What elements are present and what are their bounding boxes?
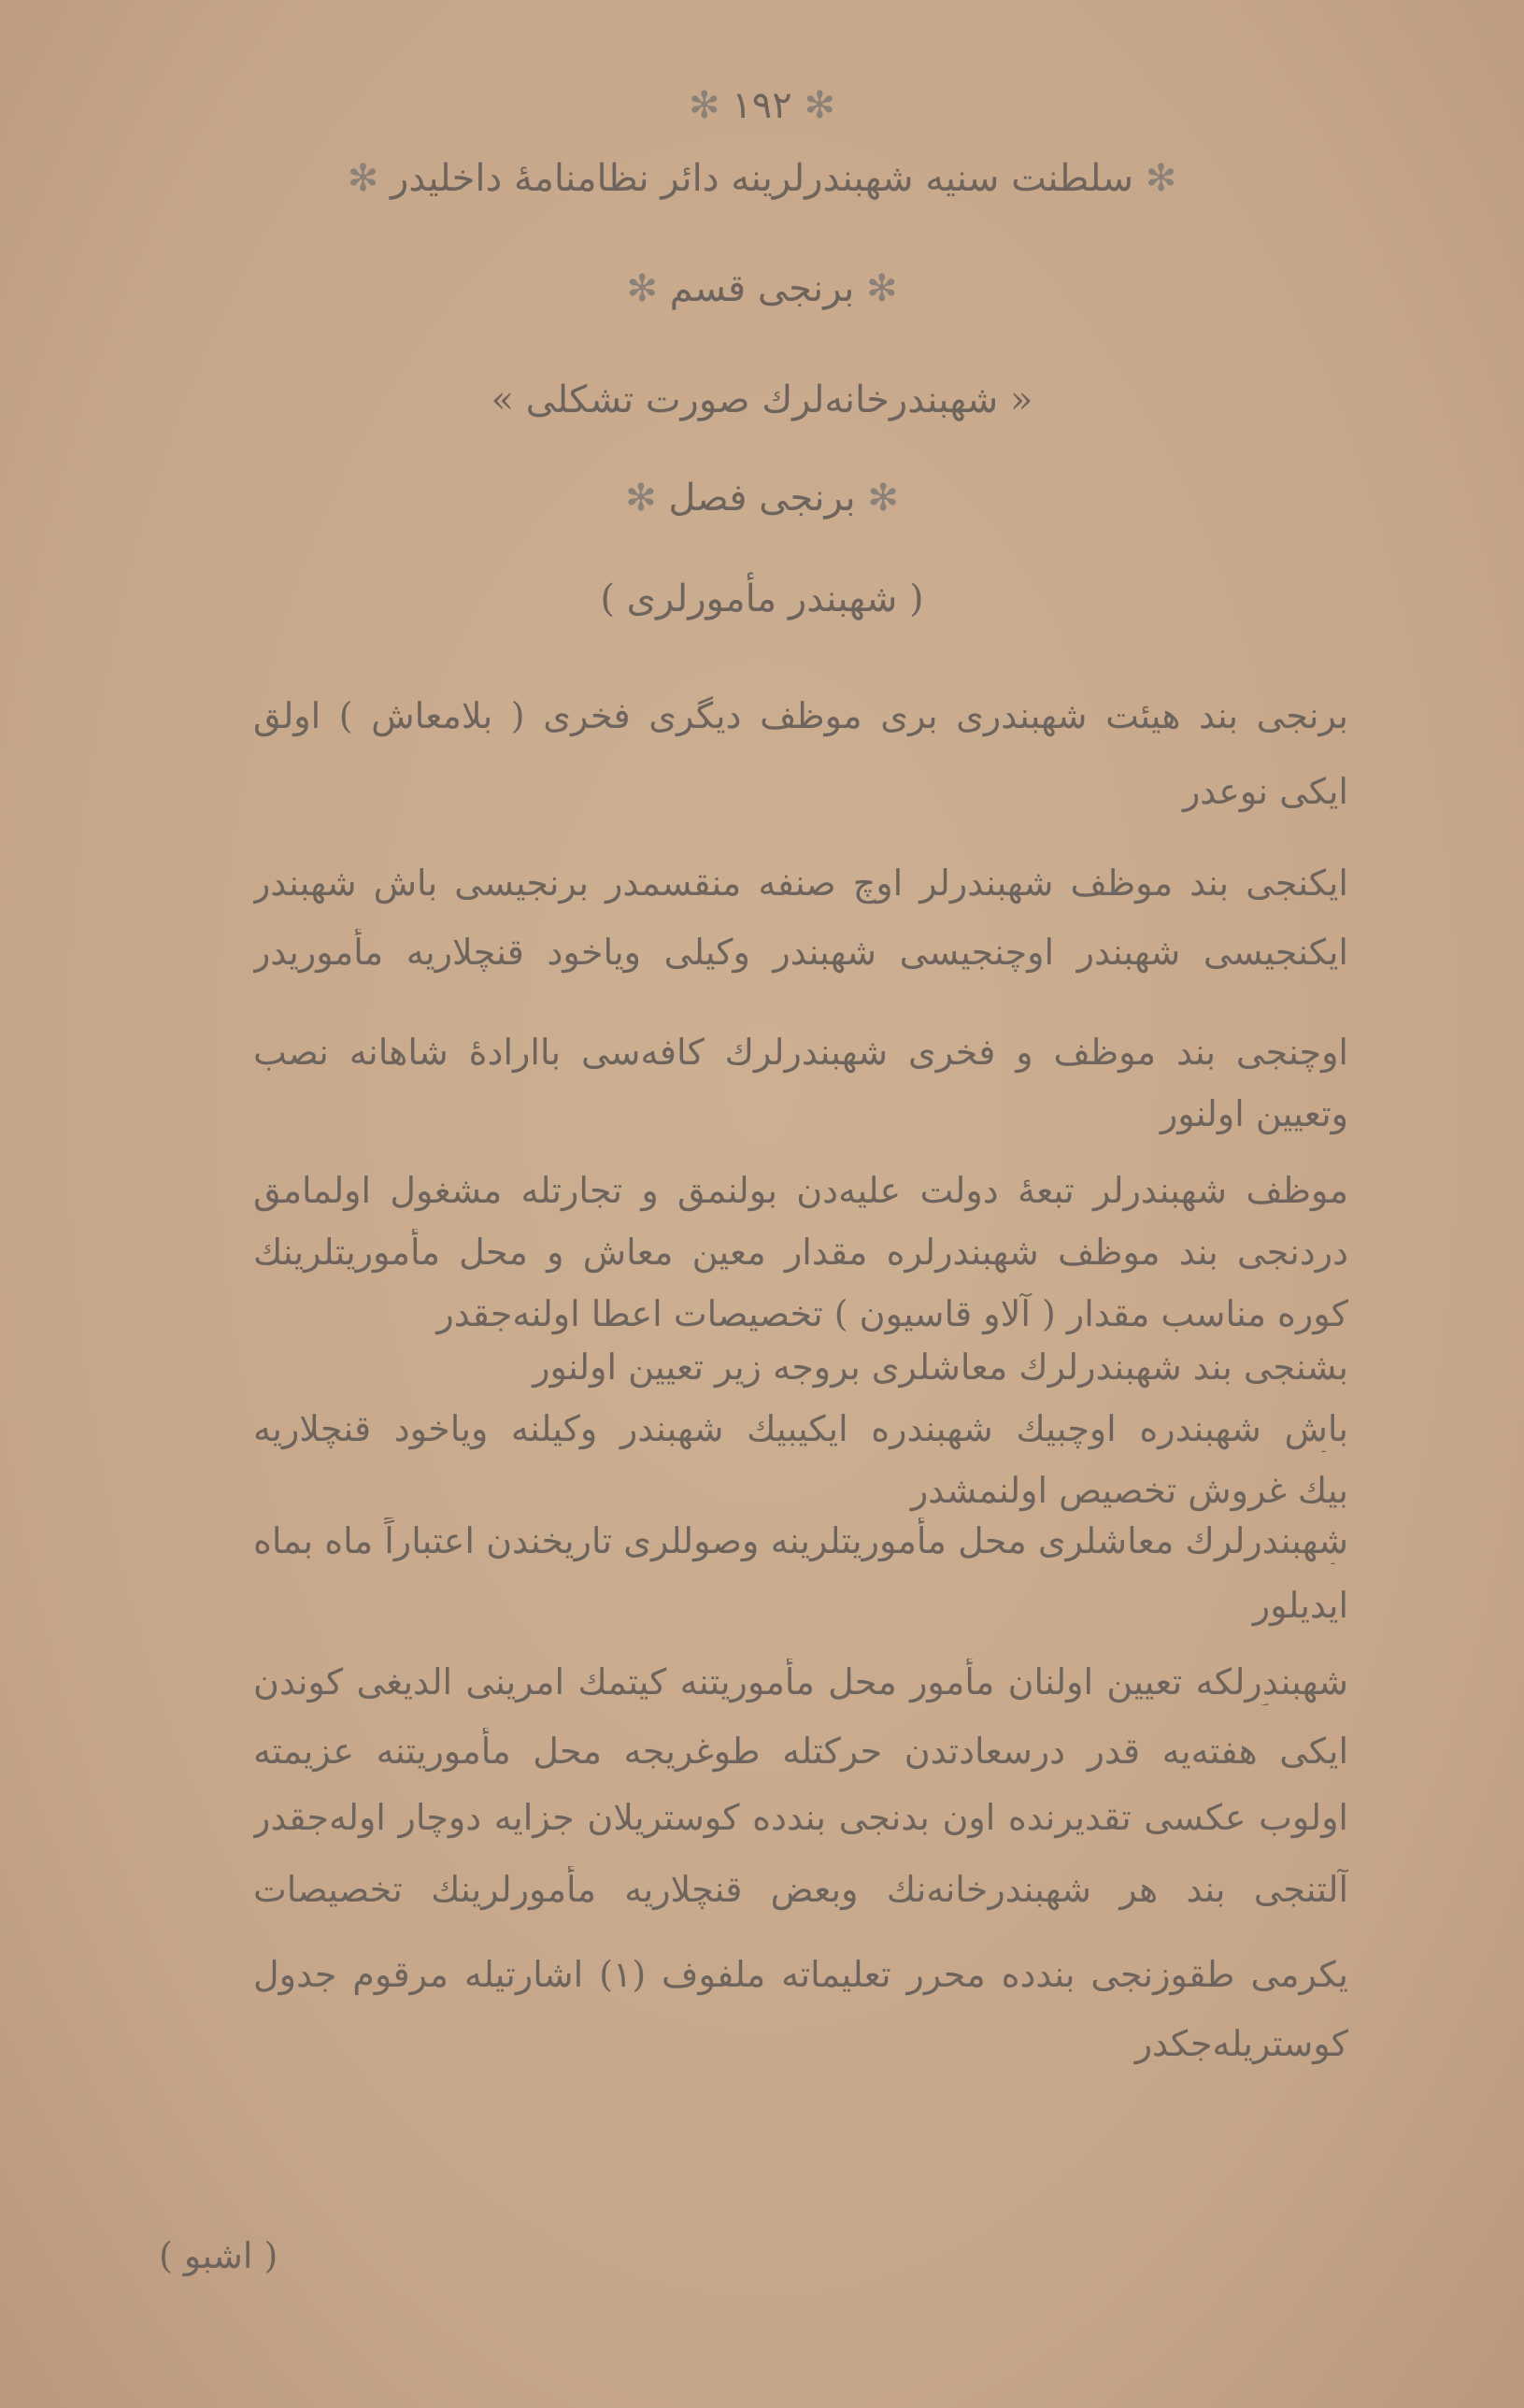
text-line: اولوب عکسی تقدیرنده اون بدنجی بندده کوستریلان جزایه دوچار اوله‌جقدر [253, 1797, 1348, 1838]
part-heading-line [0, 267, 1524, 310]
document-title-line [0, 157, 1524, 200]
part-heading: برنجی قسم [669, 267, 855, 310]
text-line: برنجی بند هیئت شهبندری بری موظف دیگری فخری ( بلامعاش ) اولق [253, 695, 1348, 736]
document-title: سلطنت سنیه شهبندرلرینه دائر نظامنامهٔ داخلیدر [391, 157, 1133, 200]
text-line: ایکنجی بند موظف شهبندرلر اوچ صنفه منقسمدر برنجیسی باش شهبندر [253, 862, 1348, 904]
ornament-icon: ✻ [689, 84, 720, 127]
text-line: موظف شهبندرلر تبعهٔ دولت علیه‌دن بولنمق و تجارتله مشغول اولمامق [253, 1170, 1348, 1211]
page-number-line [0, 84, 1524, 127]
text-line: یکرمی طقوزنجی بندده محرر تعلیماته ملفوف (۱) اشارتیله مرقوم جدول [253, 1954, 1348, 1995]
text-line: اوچنجی بند موظف و فخری شهبندرلرك کافه‌سی باارادهٔ شاهانه نصب [253, 1032, 1348, 1073]
text-line: كوره مناسب مقدار ( آلاو قاسیون ) تخصیصات اعطا اولنه‌جقدر [436, 1293, 1348, 1334]
text-line: شهبندرلکه تعیین اولنان مأمور محل مأموریتنه کیتمك امرینی الدیغی کوندن [253, 1661, 1348, 1703]
page-number: ۱۹۲ [732, 84, 792, 127]
ornament-icon: ✻ [1145, 157, 1177, 200]
ornament-icon: ✻ [866, 267, 898, 310]
text-line: دردنجی بند موظف شهبندرلره مقدار معین معاش و محل مأموریتلرینك [253, 1232, 1348, 1273]
text-line: ایکی هفته‌یه قدر درسعادتدن حرکتله طوغریجه محل مأموریتنه عزیمته [253, 1731, 1348, 1772]
ornament-icon: ✻ [626, 267, 658, 310]
chapter-heading-line [0, 477, 1524, 520]
chapter-heading: برنجی فصل [668, 477, 856, 520]
part-subtitle: « شهبندرخانه‌لرك صورت تشكلی » [491, 378, 1033, 421]
ornament-icon: ✻ [625, 477, 657, 520]
text-line: كوستریله‌جکدر [1134, 2023, 1348, 2064]
text-line: ایکنجیسی شهبندر اوچنجیسی شهبندر وکیلی ویاخود قنچلاریه مأموریدر [253, 932, 1348, 973]
text-line: ایدیلور [1252, 1585, 1348, 1626]
section-heading: ( شهبندر مأمورلری ) [600, 577, 924, 620]
text-line: ایکی نوعدر [1182, 771, 1348, 812]
text-line: بشنجی بند شهبندرلرك معاشلری بروجه زیر تعیین اولنور [533, 1346, 1348, 1388]
ornament-icon: ✻ [347, 157, 379, 200]
text-line: باش شهبندره اوچبیك شهبندره ایکیبیك شهبندر وکیلنه ویاخود قنچلاریه [253, 1408, 1348, 1449]
text-line: شهبندرلرك معاشلری محل مأموریتلرینه وصوللری تاریخندن اعتباراً ماه بماه [253, 1520, 1348, 1561]
text-line: بیك غروش تخصیص اولنمشدر [910, 1470, 1348, 1511]
text-line: وتعیین اولنور [1160, 1093, 1348, 1134]
text-line: آلتنجی بند هر شهبندرخانه‌نك وبعض قنچلاریه مأمورلرینك تخصیصات [253, 1869, 1348, 1910]
ornament-icon: ✻ [867, 477, 899, 520]
ornament-icon: ✻ [804, 84, 835, 127]
catchword: ( اشبو ) [159, 2235, 278, 2276]
